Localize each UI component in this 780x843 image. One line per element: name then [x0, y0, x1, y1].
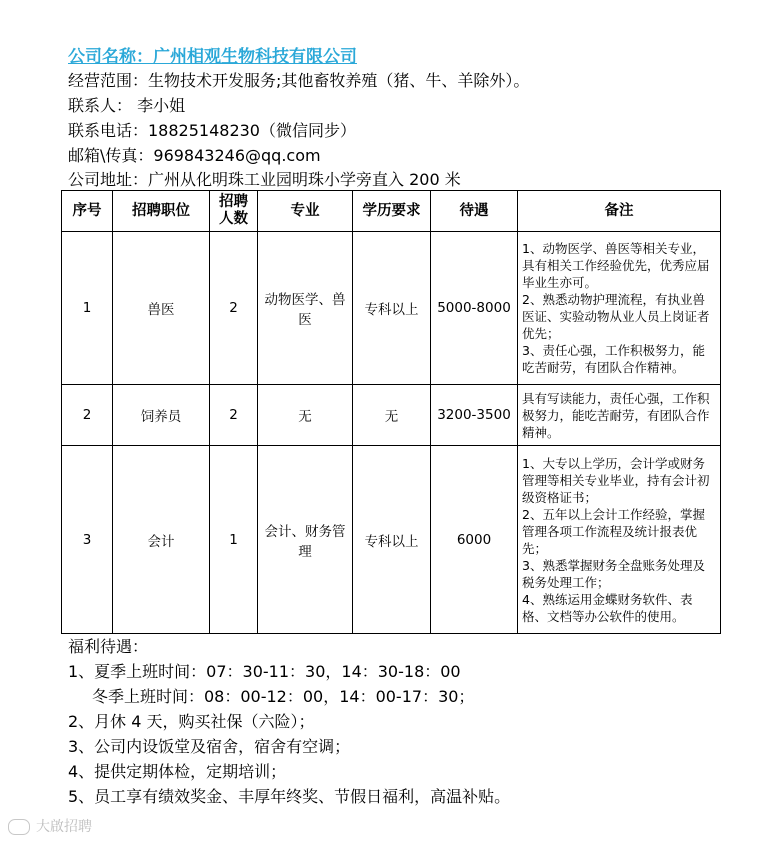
business-scope: 经营范围：生物技术开发服务;其他畜牧养殖（猪、牛、羊除外）。 — [68, 71, 530, 90]
company-address: 公司地址：广州从化明珠工业园明珠小学旁直入 200 米 — [68, 170, 461, 189]
table-row — [62, 446, 721, 634]
recruitment-table — [61, 190, 721, 634]
benefit-item: 3、公司内设饭堂及宿舍，宿舍有空调； — [68, 737, 351, 756]
header-remark: 备注 — [518, 191, 721, 232]
header-count-top: 招聘 — [219, 194, 248, 210]
header-count — [210, 191, 258, 232]
header-position: 招聘职位 — [113, 191, 210, 232]
cell-education: 无 — [353, 385, 431, 446]
cell-remark — [518, 232, 721, 385]
watermark-text: 大啟招聘 — [36, 819, 92, 835]
cell-major: 动物医学、兽医 — [258, 232, 353, 385]
cell-salary: 6000 — [431, 446, 518, 634]
cell-salary: 5000-8000 — [431, 232, 518, 385]
cell-remark — [518, 446, 721, 634]
cell-remark — [518, 385, 721, 446]
benefit-item: 5、员工享有绩效奖金、丰厚年终奖、节假日福利，高温补贴。 — [68, 787, 511, 806]
watermark — [8, 816, 92, 836]
header-education: 学历要求 — [353, 191, 431, 232]
benefit-item: 1、夏季上班时间：07：30-11：30，14：30-18：00 — [68, 662, 461, 681]
cell-no: 2 — [62, 385, 113, 446]
remark-line: 4、熟练运用金蝶财务软件、表格、文档等办公软件的使用。 — [522, 591, 693, 624]
contact-phone: 联系电话：18825148230（微信同步） — [68, 121, 356, 140]
cell-count: 1 — [210, 446, 258, 634]
cell-major: 无 — [258, 385, 353, 446]
cell-no: 1 — [62, 232, 113, 385]
header-no: 序号 — [62, 191, 113, 232]
company-label: 公司名称： — [68, 47, 153, 67]
cell-count: 2 — [210, 232, 258, 385]
benefit-item: 2、月休 4 天，购买社保（六险）； — [68, 712, 315, 731]
benefits-title: 福利待遇： — [68, 637, 149, 656]
cell-major: 会计、财务管理 — [258, 446, 353, 634]
header-count-bottom: 人数 — [219, 211, 248, 227]
remark-line: 1、大专以上学历，会计学或财务管理等相关专业毕业，持有会计初级资格证书； — [522, 455, 710, 505]
benefit-item: 4、提供定期体检，定期培训； — [68, 762, 287, 781]
cell-position: 会计 — [113, 446, 210, 634]
benefit-item: 冬季上班时间：08：00-12：00，14：00-17：30； — [92, 687, 475, 706]
remark-line: 3、责任心强，工作积极努力，能吃苦耐劳，有团队合作精神。 — [522, 343, 705, 375]
table-row — [62, 232, 721, 385]
table-header-row — [62, 191, 721, 232]
remark-line: 3、熟悉掌握财务全盘账务处理及税务处理工作； — [522, 557, 705, 590]
benefits-section — [68, 634, 510, 809]
company-name: 广州相观生物科技有限公司 — [153, 47, 357, 67]
cell-position: 兽医 — [113, 232, 210, 385]
remark-line: 具有写读能力，责任心强，工作积极努力，能吃苦耐劳，有团队合作精神。 — [522, 390, 710, 440]
company-name-line — [68, 42, 357, 67]
cell-education: 专科以上 — [353, 232, 431, 385]
header-salary: 待遇 — [431, 191, 518, 232]
cell-position: 饲养员 — [113, 385, 210, 446]
header-major: 专业 — [258, 191, 353, 232]
cell-salary: 3200-3500 — [431, 385, 518, 446]
watermark-logo-icon — [8, 819, 30, 835]
contact-email: 邮箱\传真：969843246@qq.com — [68, 146, 321, 165]
remark-line: 2、五年以上会计工作经验，掌握管理各项工作流程及统计报表优先； — [522, 506, 705, 556]
table-row — [62, 385, 721, 446]
cell-education: 专科以上 — [353, 446, 431, 634]
remark-line: 1、动物医学、兽医等相关专业，具有相关工作经验优先，优秀应届毕业生亦可。 — [522, 241, 710, 290]
remark-line: 2、熟悉动物护理流程，有执业兽医证、实验动物从业人员上岗证者优先； — [522, 292, 710, 341]
cell-count: 2 — [210, 385, 258, 446]
cell-no: 3 — [62, 446, 113, 634]
contact-person: 联系人： 李小姐 — [68, 96, 186, 115]
